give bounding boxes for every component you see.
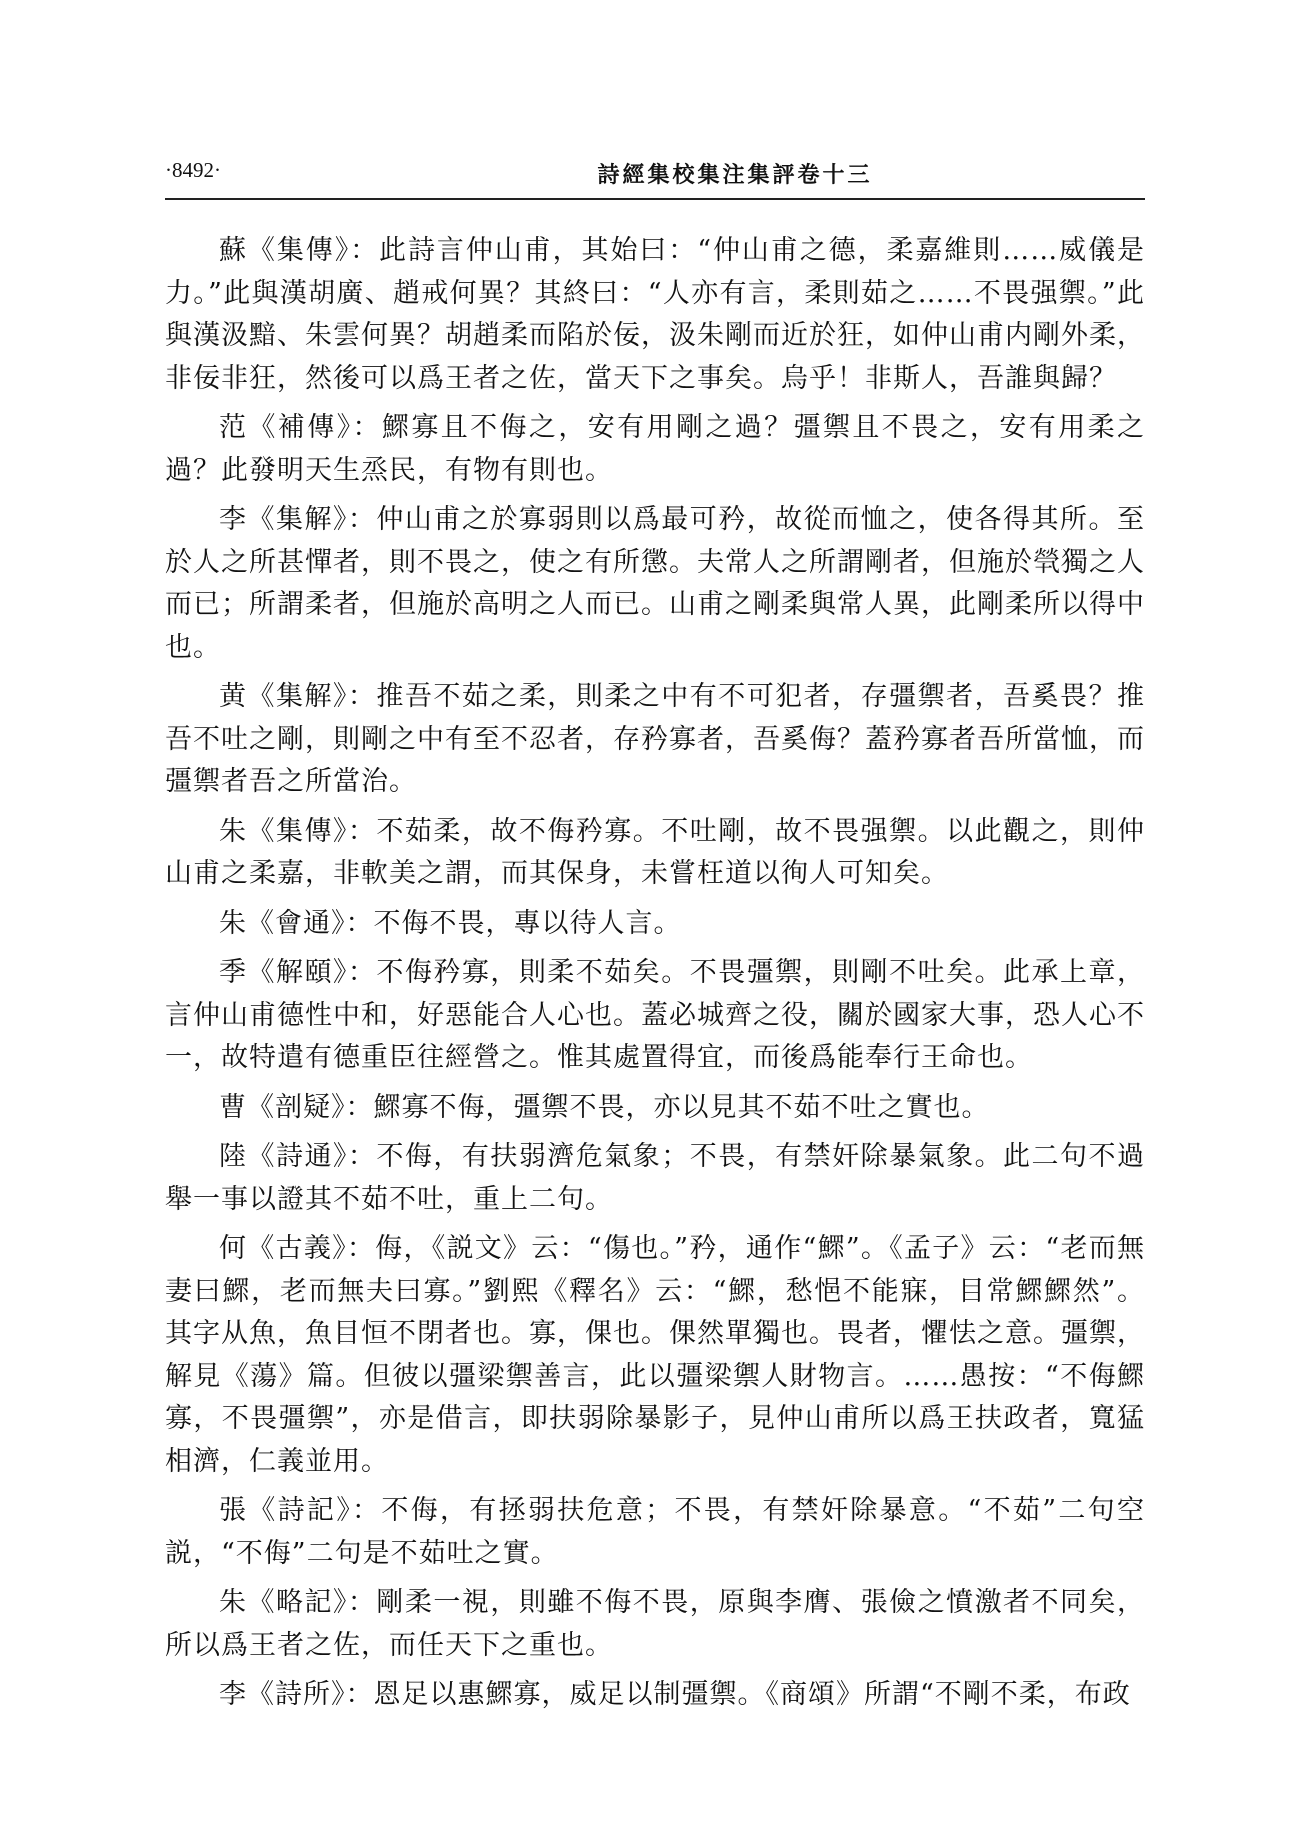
paragraph: 朱《集傳》：不茹柔，故不侮矜寡。不吐剛，故不畏强禦。以此觀之，則仲山甫之柔嘉，非軟美之謂，而其保身，未嘗枉道以徇人可知矣。 [165, 815, 1145, 889]
running-title: 詩經集校集注集評卷十三 [597, 162, 873, 188]
paragraph: 李《詩所》：恩足以惠鰥寡，威足以制彊禦。《商頌》所謂“不剛不柔，布政 [219, 1679, 1131, 1710]
paragraph: 黄《集解》：推吾不茹之柔，則柔之中有不可犯者，存彊禦者，吾奚畏？推吾不吐之剛，則剛之中有至不忍者，存矜寡者，吾奚侮？蓋矜寡者吾所當恤，而彊禦者吾之所當治。 [165, 681, 1145, 797]
paragraph: 張《詩記》：不侮，有拯弱扶危意；不畏，有禁奸除暴意。“不茹”二句空説，“不侮”二句是不茹吐之實。 [165, 1495, 1145, 1569]
page-number: ·8492· [165, 158, 221, 182]
paragraph: 何《古義》：侮，《説文》云：“傷也。”矜，通作“鰥”。《孟子》云：“老而無妻曰鰥，老而無夫曰寡。”劉熙《釋名》云：“鰥，愁悒不能寐，目常鰥鰥然”。其字从魚，魚目恒不閉者也。寡，倮也。倮然單獨也。畏者，懼怯之意。彊禦，解見《蕩》篇。但彼以彊梁禦善言，此以彊梁禦人財物言。……愚按：“不侮鰥寡，不畏彊禦”，亦是借言，即扶弱除暴影子，見仲山甫所以爲王扶政者，寬猛相濟，仁義並用。 [165, 1233, 1145, 1477]
paragraph: 蘇《集傳》：此詩言仲山甫，其始曰：“仲山甫之德，柔嘉維則……威儀是力。”此與漢胡廣、趙戒何異？其終曰：“人亦有言，柔則茹之……不畏强禦。”此與漢汲黯、朱雲何異？胡趙柔而陷於佞，汲朱剛而近於狂，如仲山甫内剛外柔，非佞非狂，然後可以爲王者之佐，當天下之事矣。烏乎！非斯人，吾誰與歸？ [165, 235, 1145, 394]
paragraph: 曹《剖疑》：鰥寡不侮，彊禦不畏，亦以見其不茹不吐之實也。 [219, 1091, 990, 1123]
paragraph: 陸《詩通》：不侮，有扶弱濟危氣象；不畏，有禁奸除暴氣象。此二句不過舉一事以證其不茹不吐，重上二句。 [165, 1141, 1145, 1215]
body-text [165, 230, 1145, 1724]
page-header [165, 158, 1145, 198]
header-rule [165, 198, 1145, 200]
paragraph: 李《集解》：仲山甫之於寡弱則以爲最可矜，故從而恤之，使各得其所。至於人之所甚憚者，則不畏之，使之有所懲。夫常人之所謂剛者，但施於煢獨之人而已；所謂柔者，但施於高明之人而已。山甫之剛柔與常人異，此剛柔所以得中也。 [165, 504, 1145, 663]
paragraph: 范《補傳》：鰥寡且不侮之，安有用剛之過？彊禦且不畏之，安有用柔之過？此發明天生烝民，有物有則也。 [165, 412, 1145, 486]
paragraph: 季《解頤》：不侮矜寡，則柔不茹矣。不畏彊禦，則剛不吐矣。此承上章，言仲山甫德性中和，好惡能合人心也。蓋必城齊之役，關於國家大事，恐人心不一，故特遣有德重臣往經營之。惟其處置得宜，而後爲能奉行王命也。 [165, 957, 1145, 1073]
paragraph: 朱《略記》：剛柔一視，則雖不侮不畏，原與李膺、張儉之憤激者不同矣，所以爲王者之佐，而任天下之重也。 [165, 1587, 1145, 1661]
paragraph: 朱《會通》：不侮不畏，專以待人言。 [219, 907, 682, 939]
